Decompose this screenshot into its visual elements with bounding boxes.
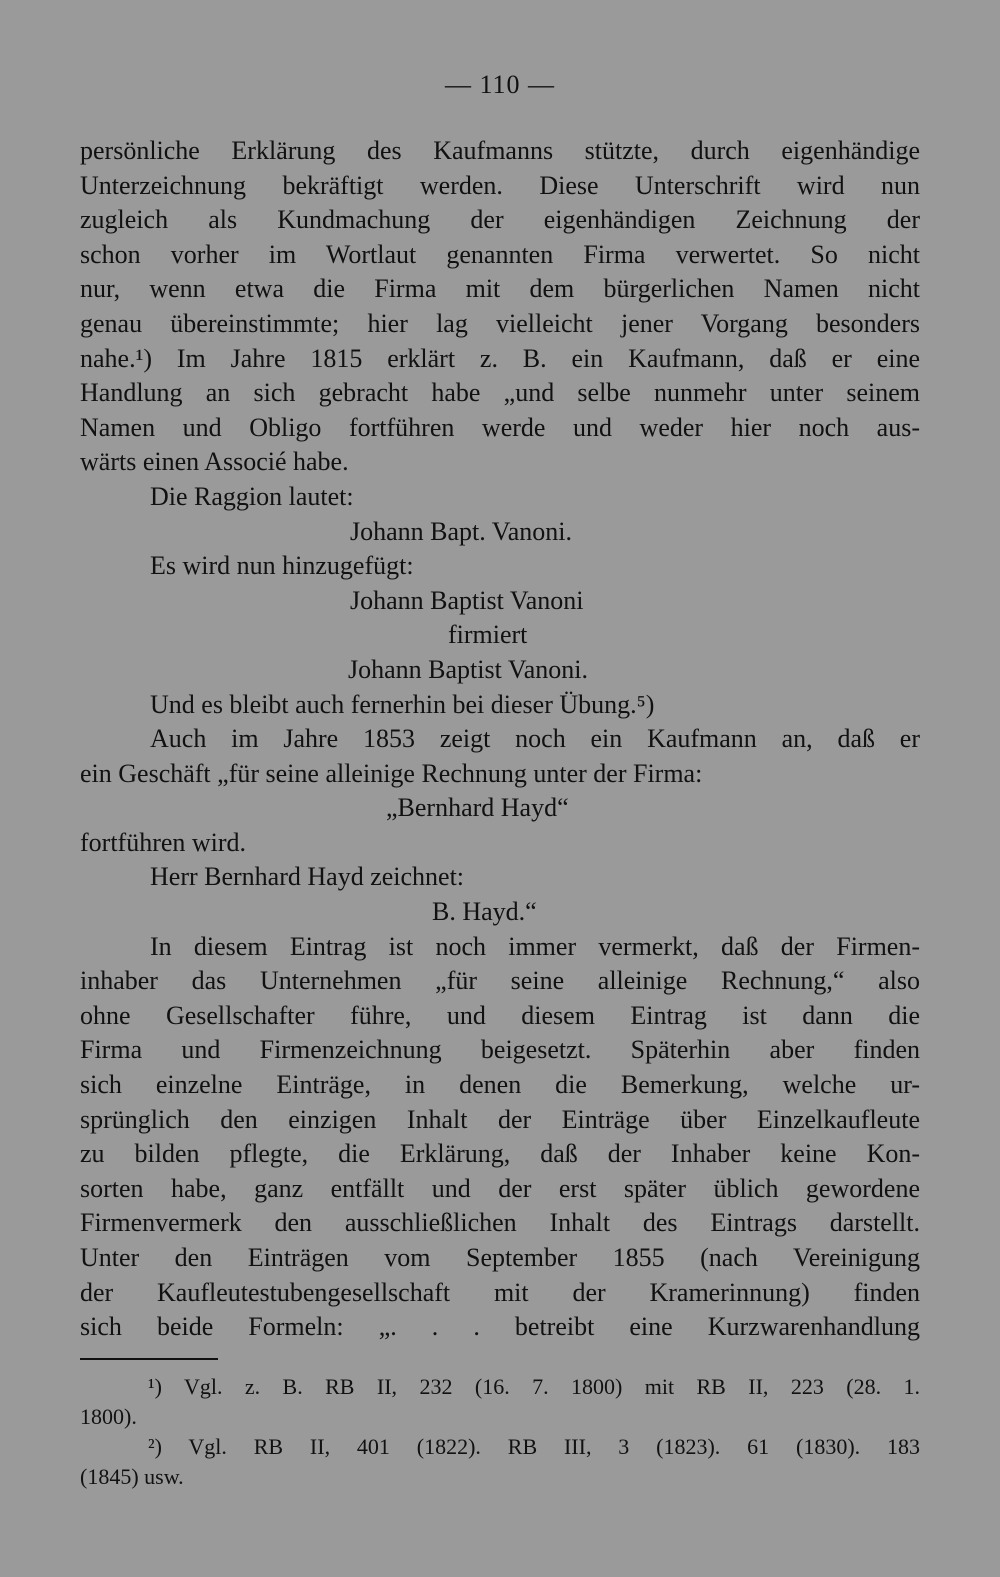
text-line: ein Geschäft „für seine alleinige Rechnung unter der Firma:: [80, 758, 703, 788]
quoted-name: Johann Bapt. Vanoni.: [350, 516, 572, 546]
quoted-name: „Bernhard Hayd“: [386, 793, 569, 823]
text-line: ohne Gesellschafter führe, und diesem Eintrag ist dann die: [80, 1000, 920, 1030]
footnote-line: ²) Vgl. RB II, 401 (1822). RB III, 3 (1823). 61 (1830). 183: [148, 1434, 920, 1459]
text-line: wärts einen Associé habe.: [80, 447, 349, 477]
footnote-line: (1845) usw.: [80, 1464, 184, 1489]
quoted-name: Johann Baptist Vanoni.: [348, 654, 589, 684]
text-line: In diesem Eintrag ist noch immer vermerkt, daß der Firmen-: [150, 931, 920, 961]
text-line: schon vorher im Wortlaut genannten Firma verwertet. So nicht: [80, 239, 920, 269]
quoted-word: firmiert: [448, 620, 528, 650]
main-text: [80, 134, 920, 1345]
text-line: der Kaufleutestubengesellschaft mit der Kramerinnung) finden: [80, 1277, 920, 1307]
text-line: zugleich als Kundmachung der eigenhändigen Zeichnung der: [80, 205, 920, 235]
text-line: Firma und Firmenzeichnung beigesetzt. Späterhin aber finden: [80, 1035, 920, 1065]
text-line: persönliche Erklärung des Kaufmanns stützte, durch eigenhändige: [80, 136, 920, 165]
text-line: Firmenvermerk den ausschließlichen Inhalt des Eintrags darstellt.: [80, 1208, 920, 1238]
text-line: Namen und Obligo fortführen werde und weder hier noch aus-: [80, 412, 920, 442]
text-line: Unter den Einträgen vom September 1855 (nach Vereinigung: [80, 1243, 920, 1272]
text-line: Auch im Jahre 1853 zeigt noch ein Kaufmann an, daß er: [150, 724, 920, 754]
text-line: inhaber das Unternehmen „für seine alleinige Rechnung,“ also: [80, 966, 920, 996]
text-line: nur, wenn etwa die Firma mit dem bürgerlichen Namen nicht: [80, 274, 920, 304]
footnote-divider: [80, 1358, 218, 1360]
text-line: sorten habe, ganz entfällt und der erst später üblich gewordene: [80, 1173, 920, 1203]
text-line: Die Raggion lautet:: [150, 481, 354, 511]
text-line: sich einzelne Einträge, in denen die Bemerkung, welche ur-: [80, 1070, 920, 1100]
text-line: Es wird nun hinzugefügt:: [150, 551, 414, 581]
text-line: Handlung an sich gebracht habe „und selbe nunmehr unter seinem: [80, 378, 920, 408]
footnotes: [80, 1372, 920, 1492]
quoted-name: B. Hayd.“: [432, 897, 537, 927]
text-line: Unterzeichnung bekräftigt werden. Diese Unterschrift wird nun: [80, 170, 920, 200]
text-line: sich beide Formeln: „. . . betreibt eine Kurzwarenhandlung: [80, 1312, 920, 1342]
text-line: nahe.¹) Im Jahre 1815 erklärt z. B. ein Kaufmann, daß er eine: [80, 343, 920, 373]
text-line: genau übereinstimmte; hier lag vielleicht jener Vorgang besonders: [80, 308, 920, 338]
text-line: fortführen wird.: [80, 827, 247, 857]
page-number: — 110 —: [444, 70, 556, 99]
text-line: Und es bleibt auch fernerhin bei dieser Übung.⁵): [150, 689, 655, 719]
text-line: sprünglich den einzigen Inhalt der Einträge über Einzelkaufleute: [80, 1104, 920, 1134]
text-line: zu bilden pflegte, die Erklärung, daß der Inhaber keine Kon-: [80, 1139, 920, 1169]
quoted-name: Johann Baptist Vanoni: [350, 585, 584, 615]
text-line: Herr Bernhard Hayd zeichnet:: [150, 862, 465, 892]
footnote-line: ¹) Vgl. z. B. RB II, 232 (16. 7. 1800) mit RB II, 223 (28. 1.: [148, 1374, 920, 1399]
footnote-line: 1800).: [80, 1404, 137, 1429]
